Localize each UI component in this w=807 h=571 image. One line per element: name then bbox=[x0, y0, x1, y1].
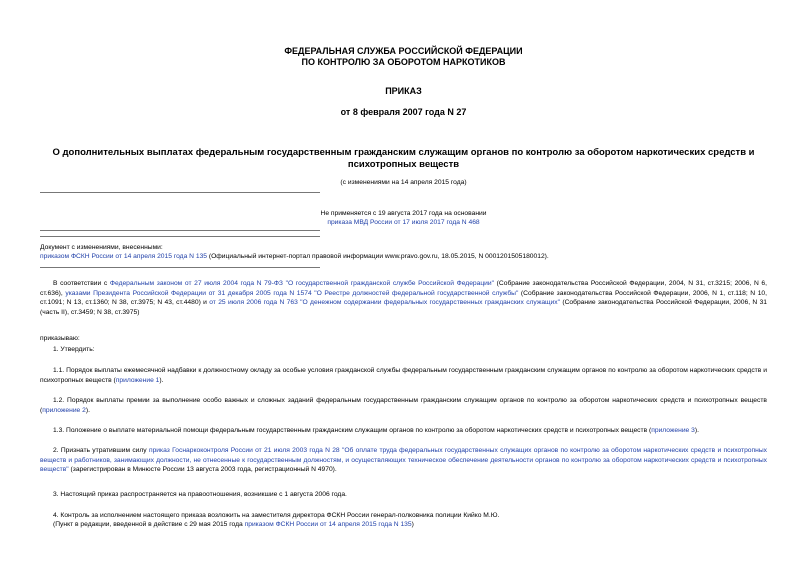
item-3: 3. Настоящий приказ распространяется на правоотношения, возникшие с 1 августа 2006 года. bbox=[53, 491, 347, 498]
item-1-1: 1.1. Порядок выплаты ежемесячной надбавки к должностному окладу за особые условия гражданской службы федеральным государственным гражданским служащим органов по контролю за оборотом наркотических средств и психотропных веществ (приложение 1). bbox=[40, 367, 767, 384]
item-1: 1. Утвердить: bbox=[53, 346, 95, 353]
item-1-2: 1.2. Порядок выплаты премии за выполнение особо важных и сложных заданий федеральным государственным гражданским служащим органов по контролю за оборотом наркотических средств и психотропных веществ (приложение 2). bbox=[40, 397, 767, 414]
divider bbox=[40, 230, 320, 231]
presidential-decree-link[interactable]: указами Президента Российской Федерации от 31 декабря 2005 года N 1574 "О Реестре должностей федеральной государственной службы" bbox=[65, 289, 519, 297]
appendix-3-link[interactable]: приложение 3 bbox=[651, 427, 695, 434]
gosnarkokontrol-order-link[interactable]: приказ Госнаркоконтроля России от 21 июля 2003 года N 28 "Об оплате труда федеральных государственных служащих органов по контролю за оборотом наркотических средств и психотропных веществ и работников, занимающих должности, не отнесенные к государственным должностям, и осуществляющих техническое обеспечение деятельности органов по контролю за оборотом наркотических средств и психотропных веществ" bbox=[40, 447, 767, 473]
item-4: 4. Контроль за исполнением настоящего приказа возложить на заместителя директора ФСКН России генерал-полковника полиции Кийко М.Ю. bbox=[53, 512, 500, 519]
doc-date-number: от 8 февраля 2007 года N 27 bbox=[340, 107, 467, 117]
federal-law-link[interactable]: Федеральным законом от 27 июля 2004 года N 79-ФЗ "О государственной гражданской службе Российской Федерации" bbox=[109, 280, 495, 287]
status-link-line bbox=[0, 218, 807, 227]
status-line: Не применяется с 19 августа 2017 года на основании bbox=[320, 210, 487, 217]
changes-entry bbox=[40, 252, 767, 262]
org-name-line2: ПО КОНТРОЛЮ ЗА ОБОРОТОМ НАРКОТИКОВ bbox=[301, 57, 506, 67]
order-word: приказываю: bbox=[40, 335, 80, 342]
divider bbox=[40, 267, 320, 268]
doc-type: ПРИКАЗ bbox=[385, 86, 422, 96]
changes-source: (Официальный интернет-портал правовой информации www.pravo.gov.ru, 18.05.2015, N 0001201505180012). bbox=[207, 253, 549, 260]
appendix-1-link[interactable]: приложение 1 bbox=[115, 376, 160, 384]
org-name-line1: ФЕДЕРАЛЬНАЯ СЛУЖБА РОССИЙСКОЙ ФЕДЕРАЦИИ bbox=[284, 46, 523, 56]
item-1-3: 1.3. Положение о выплате материальной помощи федеральным государственным гражданским служащим органов по контролю за оборотом наркотических средств и психотропных веществ (приложение 3). bbox=[53, 427, 699, 434]
mvd-order-link[interactable]: приказа МВД России от 17 июля 2017 года N 468 bbox=[327, 219, 480, 226]
changes-label: Документ с изменениями, внесенными: bbox=[40, 244, 163, 251]
fskn-order-link[interactable]: приказом ФСКН России от 14 апреля 2015 года N 135 bbox=[40, 253, 208, 260]
doc-title: О дополнительных выплатах федеральным государственным гражданским служащим органов по контролю за оборотом наркотических средств и психотропных веществ bbox=[52, 147, 755, 170]
revision-note: (с изменениями на 14 апреля 2015 года) bbox=[340, 179, 467, 186]
item-4-note: (Пункт в редакции, введенной в действие с 29 мая 2015 года приказом ФСКН России от 14 апреля 2015 года N 135) bbox=[53, 521, 414, 528]
appendix-2-link[interactable]: приложение 2 bbox=[42, 406, 86, 414]
divider bbox=[40, 192, 320, 193]
preamble: В соответствии с Федеральным законом от 27 июля 2004 года N 79-ФЗ "О государственной гражданской службе Российской Федерации" (Собрание законодательства Российской Федерации, 2004, N 31, ст.3215; 2006, N 6, ст.636), указами Президента Российской Федерации от 31 декабря 2005 года N 1574 "О Реестре должностей федеральной государственной службы" (Собрание законодательства Российской Федерации, 2006, N 1, ст.118; N 10, ст.1091; N 13, ст.1360; N 38, ст.3975; N 43, ст.4480) и от 25 июля 2006 года N 763 "О денежном содержании федеральных государственных гражданских служащих" (Собрание законодательства Российской Федерации, 2006, N 31 (часть II), ст.3459; N 38, ст.3975) bbox=[40, 280, 768, 316]
item-2: 2. Признать утратившим силу приказ Госнаркоконтроля России от 21 июля 2003 года N 28 "Об оплате труда федеральных государственных служащих органов по контролю за оборотом наркотических средств и психотропных веществ и работников, занимающих должности, не отнесенные к государственным должностям, и осуществляющих техническое обеспечение деятельности органов по контролю за оборотом наркотических средств и психотропных веществ" (зарегистрирован в Минюсте России 13 августа 2003 года, регистрационный N 4970). bbox=[40, 447, 767, 473]
fskn-order-135-link[interactable]: приказом ФСКН России от 14 апреля 2015 года N 135 bbox=[244, 521, 412, 528]
decree-763-link[interactable]: от 25 июля 2006 года N 763 "О денежном содержании федеральных государственных гражданских служащих" bbox=[209, 299, 561, 306]
divider bbox=[40, 236, 320, 237]
